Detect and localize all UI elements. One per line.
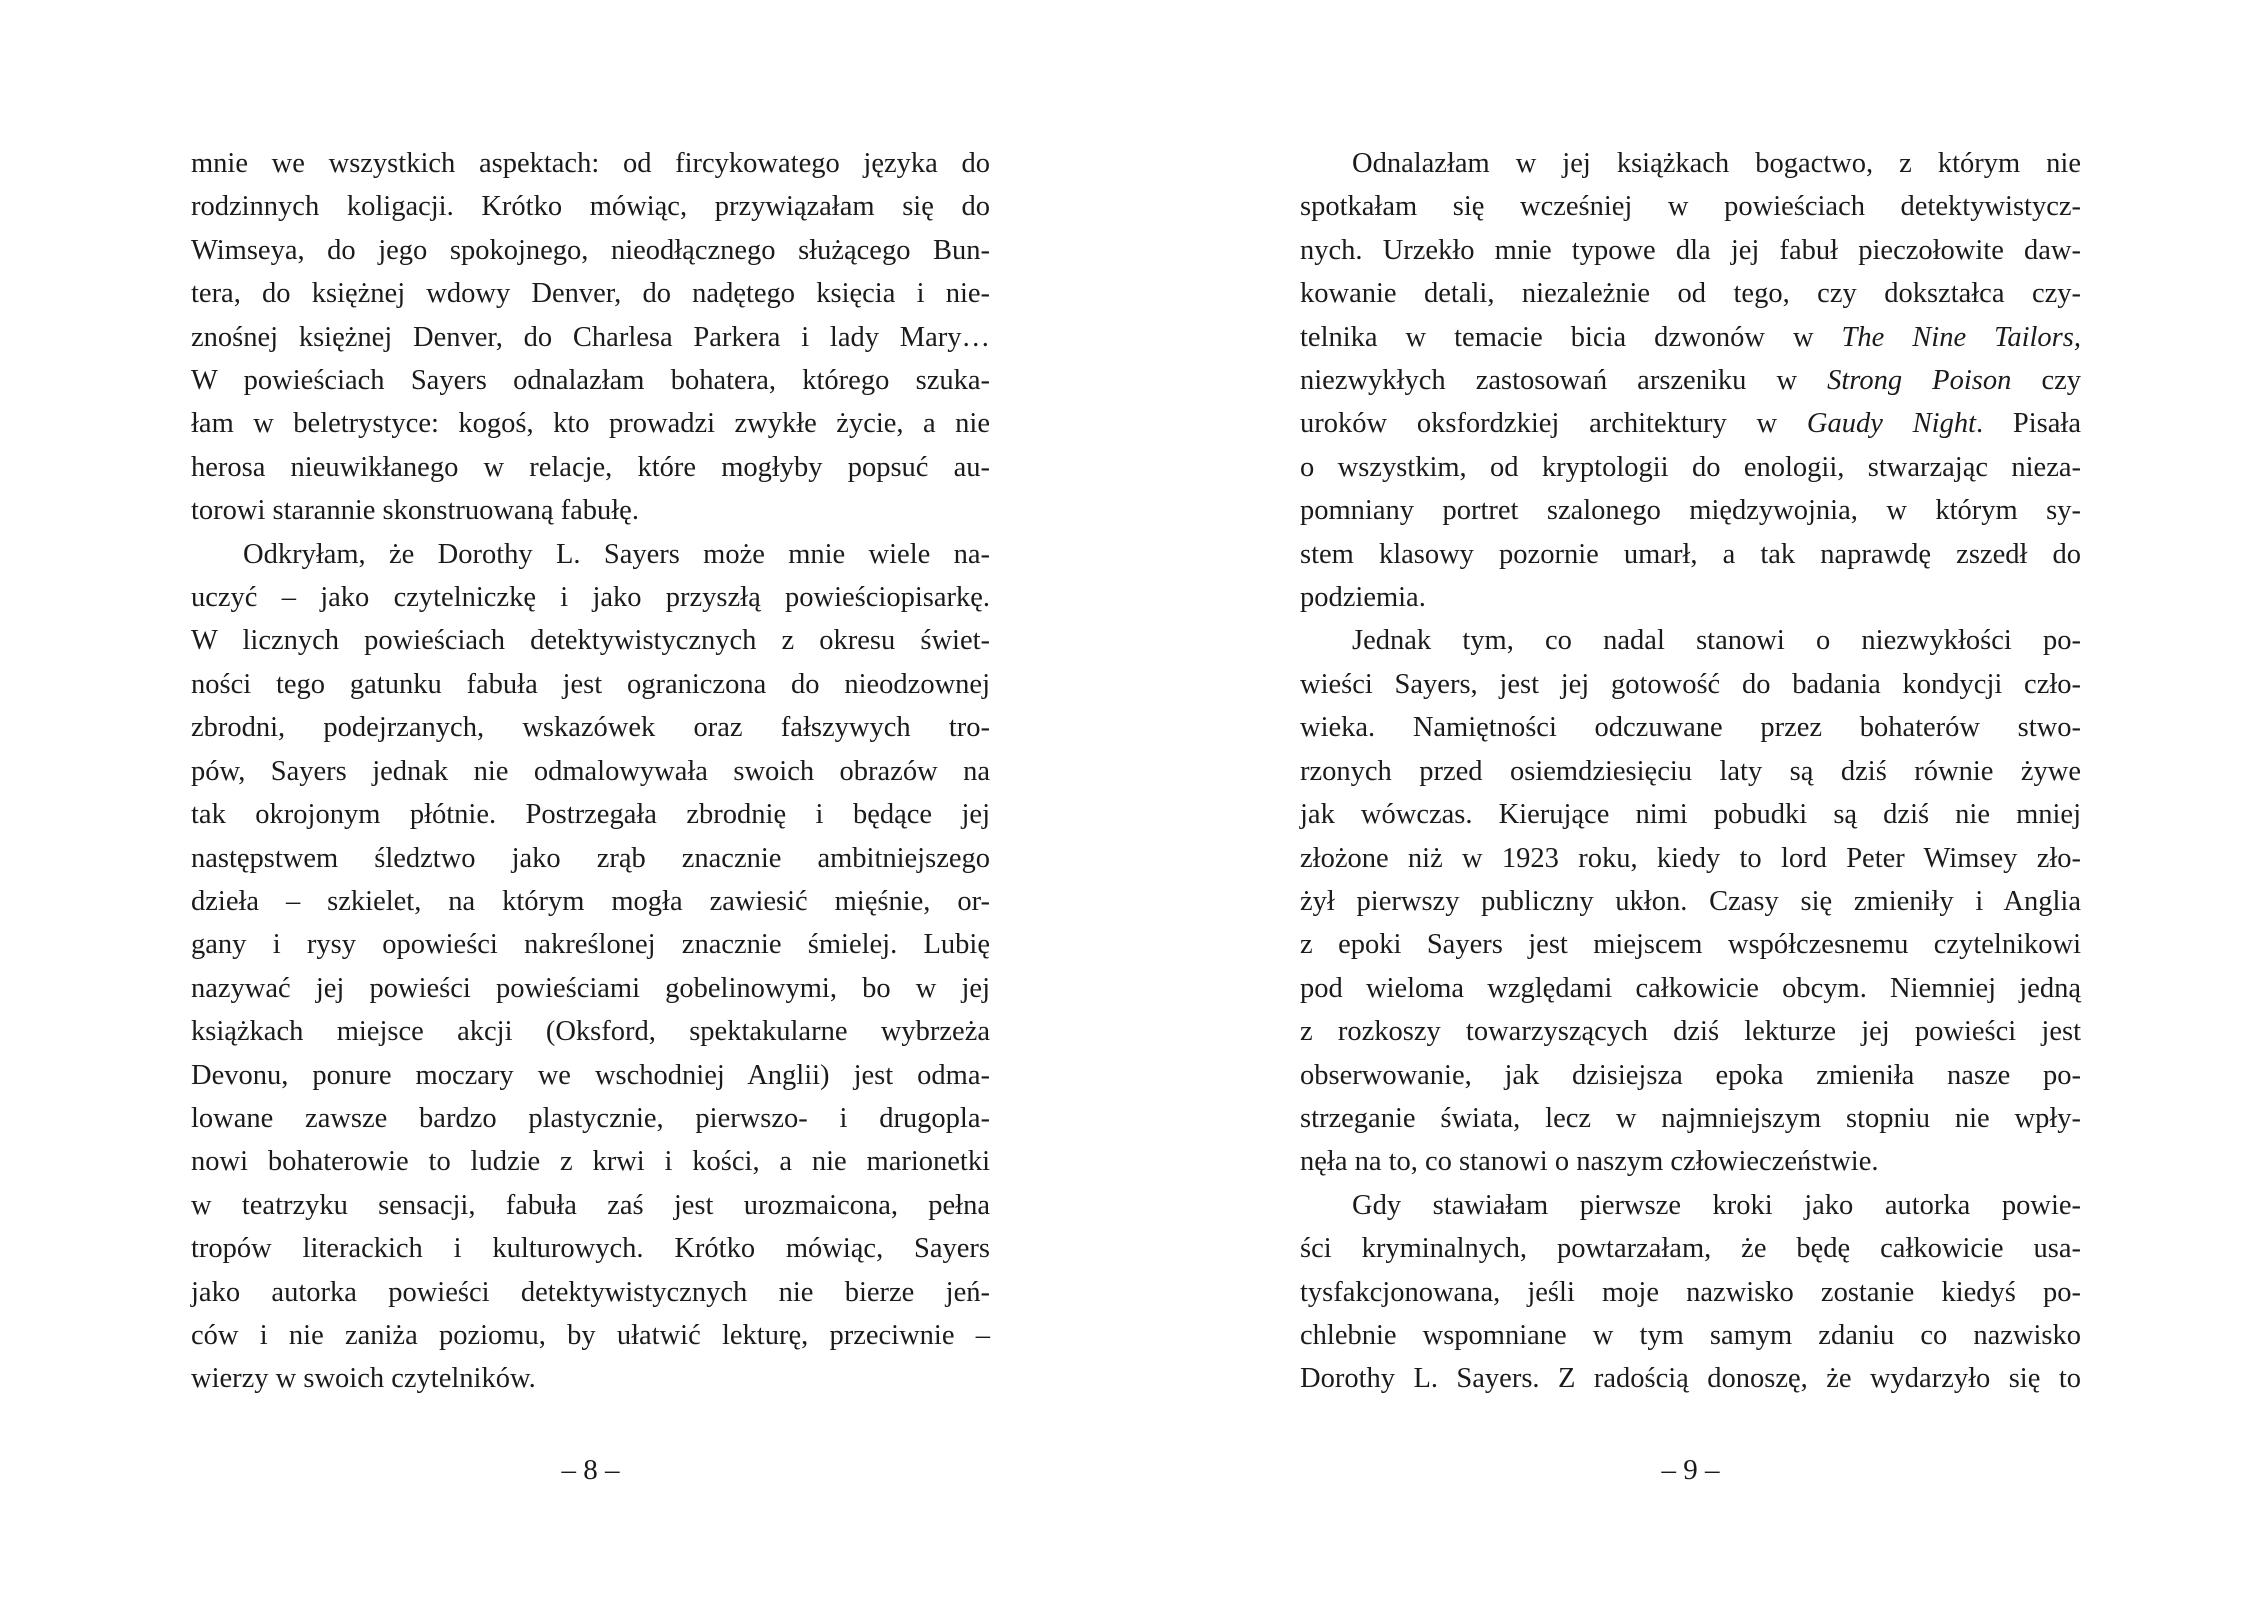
text-line <box>191 402 990 445</box>
text-segment: nazywać jej powieści powieściami gobelinowymi, bo w jej <box>191 972 990 1004</box>
text-segment: chlebnie wspomniane w tym samym zdaniu co nazwisko <box>1300 1319 2081 1351</box>
text-line <box>1300 316 2081 359</box>
text-segment: rodzinnych koligacji. Krótko mówiąc, przywiązałam się do <box>191 191 990 223</box>
text-segment: wierzy w swoich czytelników. <box>191 1363 536 1395</box>
page-number-left: – 8 – <box>561 1454 620 1486</box>
text-segment: w teatrzyku sensacji, fabuła zaś jest urozmaicona, pełna <box>191 1189 990 1221</box>
text-line <box>191 185 990 228</box>
text-segment: dzieła – szkielet, na którym mogła zawiesić mięśnie, or- <box>191 885 990 917</box>
text-segment: uroków oksfordzkiej architektury w <box>1300 408 1807 440</box>
text-segment: torowi starannie skonstruowaną fabułę. <box>191 495 639 527</box>
text-segment: obserwowanie, jak dzisiejsza epoka zmieniła nasze po- <box>1300 1059 2081 1091</box>
text-segment: łam w beletrystyce: kogoś, kto prowadzi zwykłe życie, a nie <box>191 408 990 440</box>
text-line <box>191 142 990 185</box>
text-line <box>191 1314 990 1357</box>
text-segment: pomniany portret szalonego międzywojnia, w którym sy- <box>1300 495 2081 527</box>
text-line <box>191 1184 990 1227</box>
text-line <box>1300 793 2081 836</box>
text-line <box>191 272 990 315</box>
text-segment: . Pisała <box>1976 408 2081 440</box>
text-line <box>1300 619 2081 662</box>
text-segment: herosa nieuwikłanego w relacje, które mogłyby popsuć au- <box>191 451 990 483</box>
text-segment: Odnalazłam w jej książkach bogactwo, z którym nie <box>1352 148 2081 179</box>
text-segment: gany i rysy opowieści nakreślonej znacznie śmielej. Lubię <box>191 929 990 961</box>
text-line <box>1300 837 2081 880</box>
text-line <box>1300 185 2081 228</box>
text-segment: strzeganie świata, lecz w najmniejszym stopniu nie wpły- <box>1300 1102 2081 1134</box>
text-segment: Wimseya, do jego spokojnego, nieodłącznego służącego Bun- <box>191 234 990 266</box>
text-segment: następstwem śledztwo jako zrąb znacznie ambitniejszego <box>191 842 990 874</box>
text-segment: ści kryminalnych, powtarzałam, że będę całkowicie usa- <box>1300 1233 2081 1265</box>
text-line <box>1300 1357 2081 1400</box>
text-line <box>191 359 990 402</box>
text-segment: W licznych powieściach detektywistycznych z okresu świet- <box>191 625 990 657</box>
text-line <box>191 1357 990 1400</box>
text-segment: Gdy stawiałam pierwsze kroki jako autorka powie- <box>1352 1189 2081 1221</box>
text-line <box>191 923 990 966</box>
text-line <box>1300 923 2081 966</box>
text-line <box>1300 1097 2081 1140</box>
text-line <box>191 489 990 532</box>
text-segment: żył pierwszy publiczny ukłon. Czasy się zmieniły i Anglia <box>1300 885 2081 917</box>
text-line <box>191 1054 990 1097</box>
text-segment: tropów literackich i kulturowych. Krótko mówiąc, Sayers <box>191 1233 990 1265</box>
page-9-text-column <box>1300 142 2081 1401</box>
text-line <box>1300 880 2081 923</box>
text-line <box>191 533 990 576</box>
text-line <box>191 576 990 619</box>
text-segment: mnie we wszystkich aspektach: od fircykowatego języka do <box>191 148 990 179</box>
page-8-text-column <box>191 142 990 1401</box>
text-segment: o wszystkim, od kryptologii do enologii, stwarzając nieza- <box>1300 451 2081 483</box>
text-segment: książkach miejsce akcji (Oksford, spektakularne wybrzeża <box>191 1016 990 1048</box>
text-line <box>191 880 990 923</box>
text-line <box>1300 229 2081 272</box>
text-line <box>191 1097 990 1140</box>
text-line <box>191 1227 990 1270</box>
text-segment: zbrodni, podejrzanych, wskazówek oraz fałszywych tro- <box>191 712 990 744</box>
text-segment: Devonu, ponure moczary we wschodniej Anglii) jest odma- <box>191 1059 990 1091</box>
book-title-italic: The Nine Tailors, <box>1841 321 2081 353</box>
text-segment: tak okrojonym płótnie. Postrzegała zbrodnię i będące jej <box>191 799 990 831</box>
text-segment: niezwykłych zastosowań arszeniku w <box>1300 365 1828 397</box>
text-segment: pów, Sayers jednak nie odmalowywała swoich obrazów na <box>191 755 990 787</box>
text-line <box>1300 750 2081 793</box>
text-line <box>1300 663 2081 706</box>
text-segment: lowane zawsze bardzo plastycznie, pierwszo- i drugopla- <box>191 1102 990 1134</box>
text-segment: stem klasowy pozornie umarł, a tak naprawdę zszedł do <box>1300 538 2081 570</box>
text-line <box>1300 142 2081 185</box>
text-segment: Odkryłam, że Dorothy L. Sayers może mnie wiele na- <box>243 538 990 570</box>
text-line <box>1300 576 2081 619</box>
text-line <box>1300 967 2081 1010</box>
text-segment: czy <box>2011 365 2081 397</box>
text-line <box>191 706 990 749</box>
text-segment: znośnej księżnej Denver, do Charlesa Parkera i lady Mary… <box>191 321 990 353</box>
text-segment: tera, do księżnej wdowy Denver, do nadętego księcia i nie- <box>191 278 990 310</box>
text-line <box>1300 1184 2081 1227</box>
text-segment: nęła na to, co stanowi o naszym człowieczeństwie. <box>1300 1146 1879 1178</box>
book-title-italic: Strong Poison <box>1827 365 2012 397</box>
text-segment: wieści Sayers, jest jej gotowość do badania kondycji czło- <box>1300 668 2081 700</box>
text-segment: z epoki Sayers jest miejscem współczesnemu czytelnikowi <box>1300 929 2081 961</box>
text-line <box>191 316 990 359</box>
text-line <box>1300 1227 2081 1270</box>
text-line <box>191 967 990 1010</box>
text-segment: jak wówczas. Kierujące nimi pobudki są dziś nie mniej <box>1300 799 2081 831</box>
text-segment: telnika w temacie bicia dzwonów w <box>1300 321 1842 353</box>
text-line <box>1300 359 2081 402</box>
text-segment: nych. Urzekło mnie typowe dla jej fabuł pieczołowite daw- <box>1300 234 2081 266</box>
text-segment: pod wieloma względami całkowicie obcym. Niemniej jedną <box>1300 972 2081 1004</box>
text-line <box>191 619 990 662</box>
text-line <box>1300 272 2081 315</box>
text-line <box>191 229 990 272</box>
text-line <box>1300 1054 2081 1097</box>
text-segment: podziemia. <box>1300 582 1426 614</box>
text-segment: W powieściach Sayers odnalazłam bohatera, którego szuka- <box>191 365 990 397</box>
text-segment: wieka. Namiętności odczuwane przez bohaterów stwo- <box>1300 712 2081 744</box>
text-segment: ności tego gatunku fabuła jest ograniczona do nieodzownej <box>191 668 990 700</box>
text-segment: jako autorka powieści detektywistycznych nie bierze jeń- <box>191 1276 990 1308</box>
text-line <box>191 837 990 880</box>
text-line <box>1300 1010 2081 1053</box>
text-line <box>1300 402 2081 445</box>
text-segment: Dorothy L. Sayers. Z radością donoszę, że wydarzyło się to <box>1300 1363 2081 1395</box>
text-segment: uczyć – jako czytelniczkę i jako przyszłą powieściopisarkę. <box>191 582 990 614</box>
book-title-italic: Gaudy Night <box>1806 408 1977 440</box>
text-line <box>1300 1271 2081 1314</box>
text-line <box>1300 489 2081 532</box>
text-segment: spotkałam się wcześniej w powieściach detektywistycz- <box>1300 191 2081 223</box>
text-line <box>1300 1314 2081 1357</box>
text-segment: kowanie detali, niezależnie od tego, czy dokształca czy- <box>1300 278 2081 310</box>
text-segment: tysfakcjonowana, jeśli moje nazwisko zostanie kiedyś po- <box>1300 1276 2081 1308</box>
text-line <box>191 793 990 836</box>
text-segment: Jednak tym, co nadal stanowi o niezwykłości po- <box>1352 625 2081 657</box>
text-segment: nowi bohaterowie to ludzie z krwi i kości, a nie marionetki <box>191 1146 990 1178</box>
text-line <box>191 1140 990 1183</box>
text-segment: ców i nie zaniża poziomu, by ułatwić lekturę, przeciwnie – <box>191 1319 990 1351</box>
text-segment: rzonych przed osiemdziesięciu laty są dziś równie żywe <box>1300 755 2081 787</box>
text-line <box>191 1271 990 1314</box>
text-line <box>191 1010 990 1053</box>
text-line <box>191 446 990 489</box>
text-line <box>1300 533 2081 576</box>
text-segment: złożone niż w 1923 roku, kiedy to lord Peter Wimsey zło- <box>1300 842 2081 874</box>
text-line <box>1300 706 2081 749</box>
text-line <box>1300 446 2081 489</box>
page-number-right: – 9 – <box>1661 1454 1720 1486</box>
text-line <box>191 750 990 793</box>
text-segment: z rozkoszy towarzyszących dziś lekturze jej powieści jest <box>1300 1016 2081 1048</box>
text-line <box>191 663 990 706</box>
text-line <box>1300 1140 2081 1183</box>
